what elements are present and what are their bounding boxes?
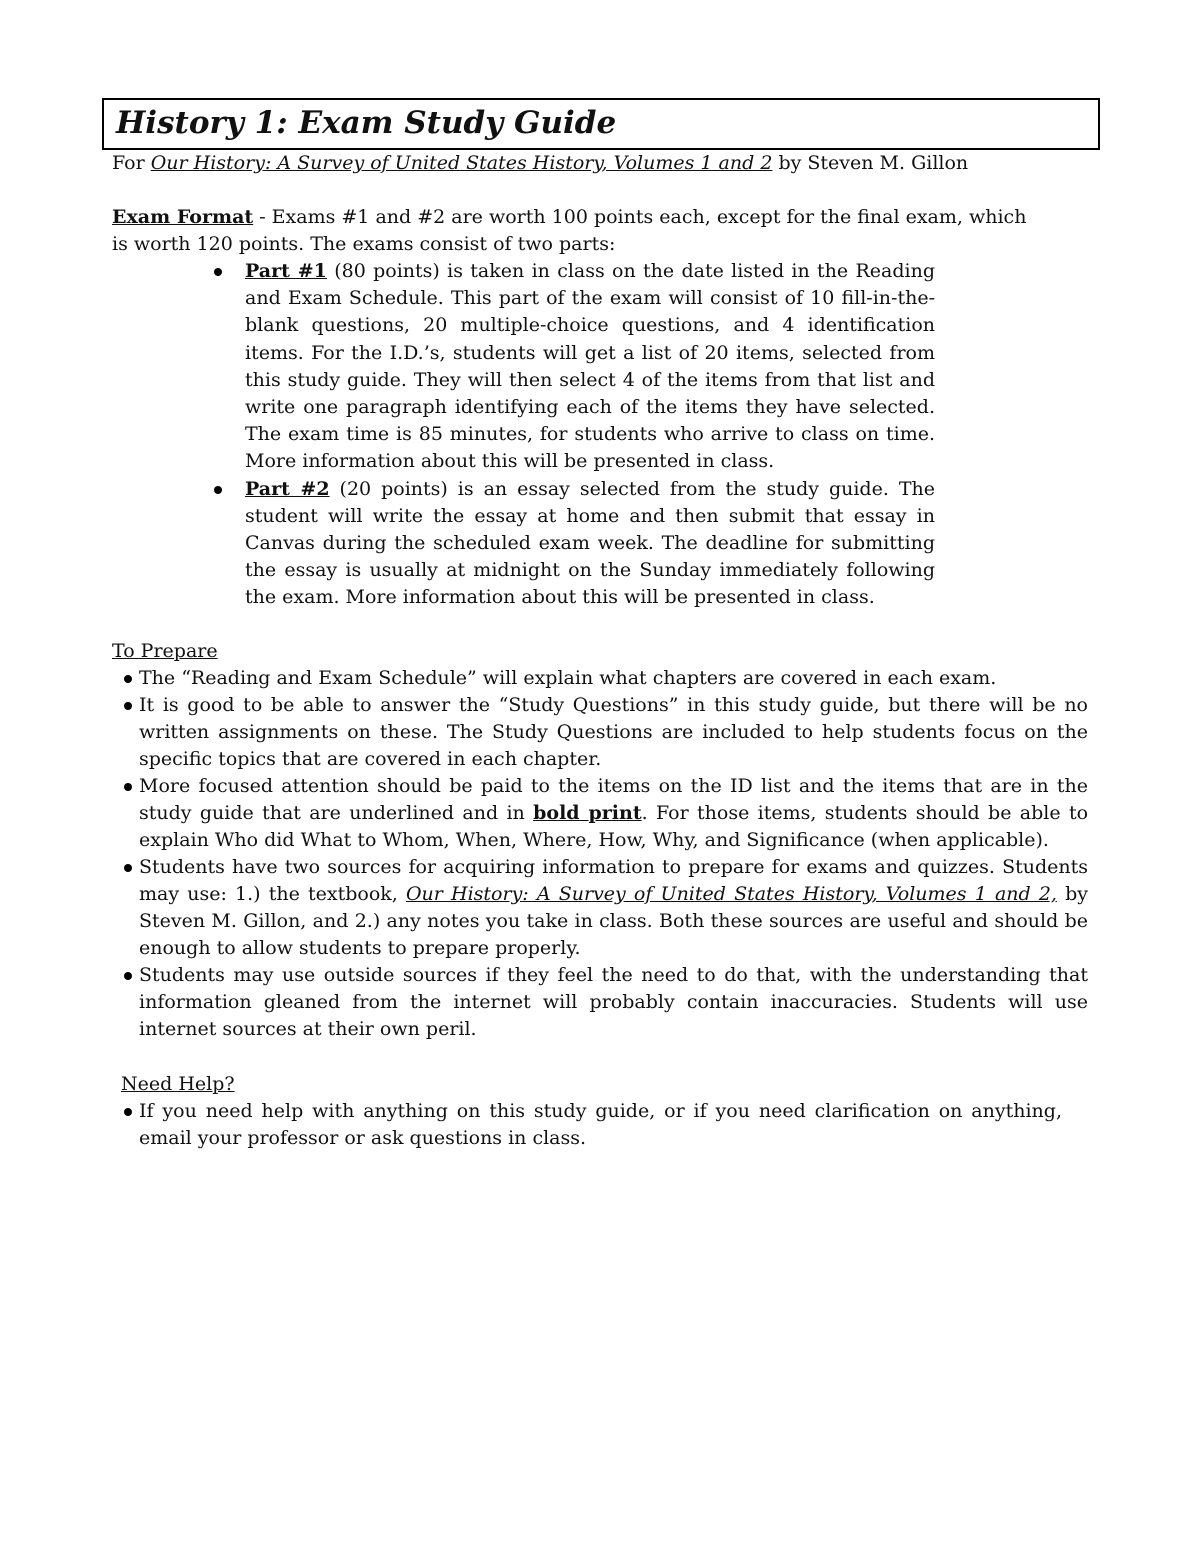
- subtitle-author: by Steven M. Gillon: [772, 152, 969, 174]
- exam-format-text: - Exams #1 and #2 are worth 100 points each, except for the final exam, which is worth 120 points. The exams consist of two parts:: [112, 206, 1027, 255]
- part-label: Part #2: [245, 477, 330, 500]
- list-item: [205, 476, 935, 612]
- part-text: (80 points) is taken in class on the date listed in the Reading and Exam Schedule. This part of the exam will consist of 10 fill-in-the-blank questions, 20 multiple-choice questions, and 4 identification items. For the I.D.’s, students will get a list of 20 items, selected from this study guide. They will then select 4 of the items from that list and write one paragraph identifying each of the items they have selected. The exam time is 85 minutes, for students who arrive to class on time. More information about this will be presented in class.: [245, 260, 935, 473]
- item-text: More focused attention should be paid to the items on the ID list and the items that are in the study guide that are underlined and in: [139, 775, 1088, 824]
- list-item: [112, 1098, 1062, 1152]
- bold-print-text: bold print: [533, 802, 642, 824]
- list-item: [112, 665, 1088, 692]
- subtitle: [112, 150, 1088, 177]
- exam-format-paragraph: [112, 204, 1037, 258]
- need-help-heading: Need Help?: [121, 1073, 235, 1095]
- bullet-icon: [124, 864, 132, 872]
- need-help-list: [112, 1098, 1062, 1152]
- list-item: [112, 773, 1088, 854]
- to-prepare-heading: To Prepare: [112, 640, 218, 662]
- book-title: Our History: A Survey of United States History, Volumes 1 and 2: [150, 152, 773, 174]
- item-text: . For those items, students should be able to explain Who did What to Whom, When, Where, How, Why, and Significance (when applicable).: [139, 802, 1089, 851]
- list-item: [112, 962, 1088, 1043]
- to-prepare-list: [112, 665, 1088, 1043]
- item-text: by Steven M. Gillon, and 2.) any notes you take in class. Both these sources are useful and should be enough to allow students to prepare properly.: [139, 883, 1089, 959]
- bullet-icon: [124, 702, 132, 710]
- bullet-icon: [124, 972, 132, 980]
- bullet-icon: [124, 1108, 132, 1116]
- item-text: If you need help with anything on this study guide, or if you need clarification on anything, email your professor or ask questions in class.: [139, 1100, 1062, 1149]
- part-label: Part #1: [245, 260, 327, 282]
- part-text: (20 points) is an essay selected from the study guide. The student will write the essay at home and then submit that essay in Canvas during the scheduled exam week. The deadline for submitting the essay is usually at midnight on the Sunday immediately following the exam. More information about this will be presented in class.: [245, 477, 935, 609]
- item-text: Students have two sources for acquiring information to prepare for exams and quizzes. Students may use: 1.) the textbook,: [139, 856, 1088, 905]
- bullet-icon: [124, 783, 132, 791]
- bullet-icon: [214, 268, 222, 276]
- page-title: History 1: Exam Study Guide: [116, 105, 617, 141]
- item-text: It is good to be able to answer the “Study Questions” in this study guide, but there will be no written assignments on these. The Study Questions are included to help students focus on the specific topics that are covered in each chapter.: [139, 694, 1088, 770]
- book-title: Our History: A Survey of United States History, Volumes 1 and 2,: [405, 883, 1057, 905]
- subtitle-prefix: For: [112, 152, 151, 174]
- list-item: [112, 692, 1088, 773]
- exam-parts-list: [205, 258, 935, 612]
- item-text: Students may use outside sources if they feel the need to do that, with the understanding that information gleaned from the internet will probably contain inaccuracies. Students will use internet sources at their own peril.: [139, 964, 1088, 1040]
- exam-format-heading: Exam Format: [112, 206, 254, 228]
- title-box: [102, 98, 1100, 150]
- bullet-icon: [124, 675, 132, 683]
- bullet-icon: [214, 486, 222, 494]
- list-item: [112, 854, 1088, 962]
- item-text: The “Reading and Exam Schedule” will explain what chapters are covered in each exam.: [139, 667, 997, 689]
- list-item: [205, 258, 935, 476]
